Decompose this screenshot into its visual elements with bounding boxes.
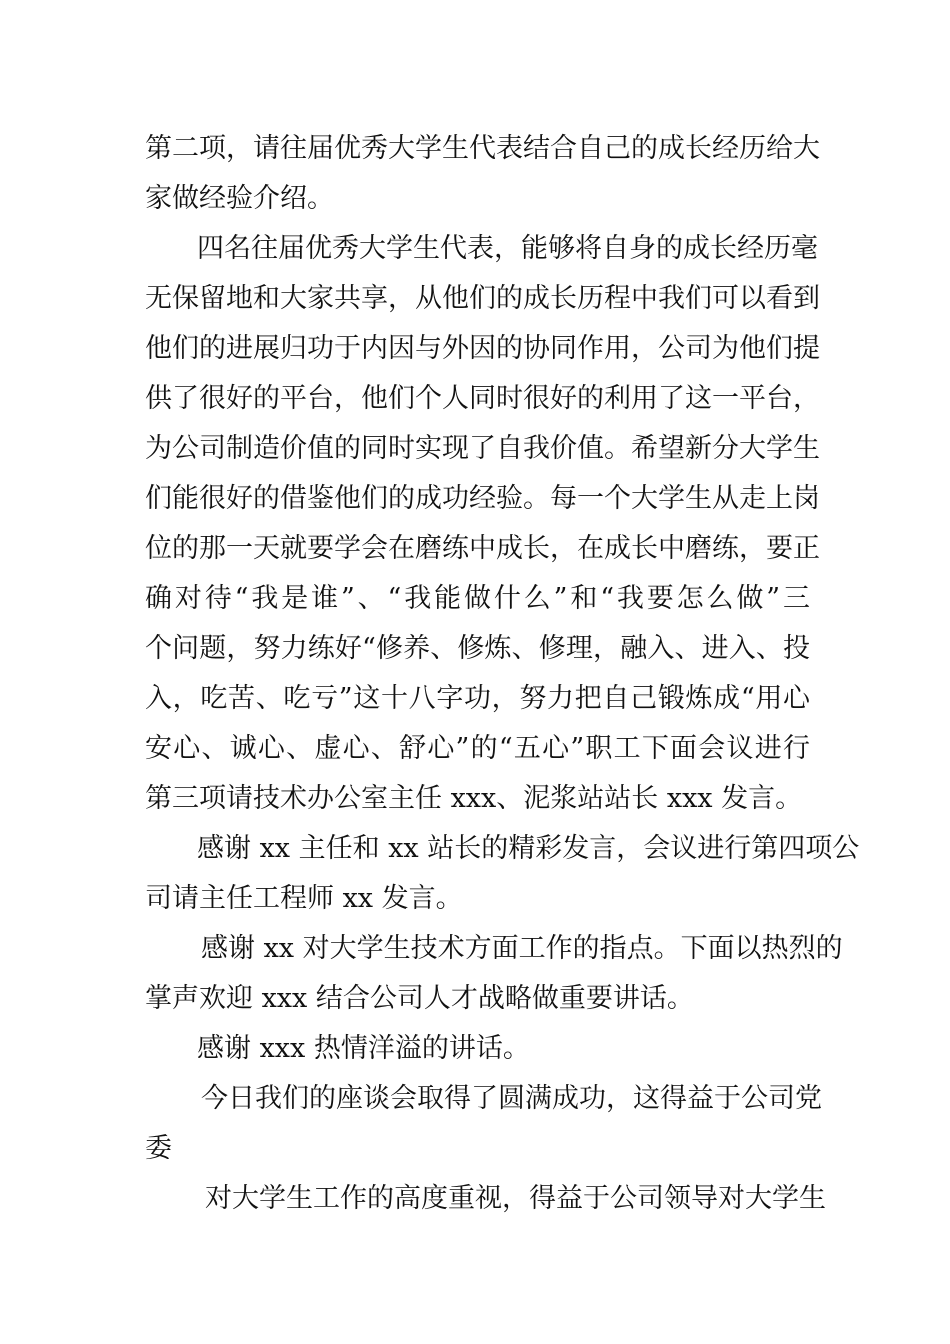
text-line: 为公司制造价值的同时实现了自我价值。希望新分大学生 [145,433,820,464]
text-line: 供了很好的平台，他们个人同时很好的利用了这一平台， [145,383,820,414]
body-text [145,124,860,1224]
text-line: 感谢 xx 主任和 xx 站长的精彩发言，会议进行第四项公 [197,833,860,864]
text-line: 安心、诚心、虚心、舒心”的“五心”职工下面会议进行 [145,733,810,764]
text-line: 位的那一天就要学会在磨练中成长，在成长中磨练，要正 [145,533,820,564]
text-line: 他们的进展归功于内因与外因的协同作用，公司为他们提 [145,333,820,364]
text-line: 们能很好的借鉴他们的成功经验。每一个大学生从走上岗 [145,483,820,514]
text-line: 委 [145,1133,172,1164]
text-line: 感谢 xx 对大学生技术方面工作的指点。下面以热烈的 [201,933,843,964]
text-line: 入，吃苦、吃亏”这十八字功，努力把自己锻炼成“用心 [145,683,810,714]
text-line: 第三项请技术办公室主任 xxx、泥浆站站长 xxx 发言。 [145,783,803,814]
text-line: 家做经验介绍。 [145,183,334,214]
text-line: 第二项，请往届优秀大学生代表结合自己的成长经历给大 [145,133,820,164]
text-line: 掌声欢迎 xxx 结合公司人才战略做重要讲话。 [145,983,694,1014]
text-line: 无保留地和大家共享，从他们的成长历程中我们可以看到 [145,283,820,314]
text-line: 感谢 xxx 热情洋溢的讲话。 [197,1033,530,1064]
text-line: 个问题，努力练好“修养、修炼、修理，融入、进入、投 [145,633,810,664]
text-line: 四名往届优秀大学生代表，能够将自身的成长经历毫 [197,233,818,264]
text-line: 司请主任工程师 xx 发言。 [145,883,463,914]
text-line: 今日我们的座谈会取得了圆满成功，这得益于公司党 [201,1083,822,1114]
text-line: 确对待“我是谁”、“我能做什么”和“我要怎么做”三 [145,583,810,614]
text-line: 对大学生工作的高度重视，得益于公司领导对大学生 [205,1183,826,1214]
